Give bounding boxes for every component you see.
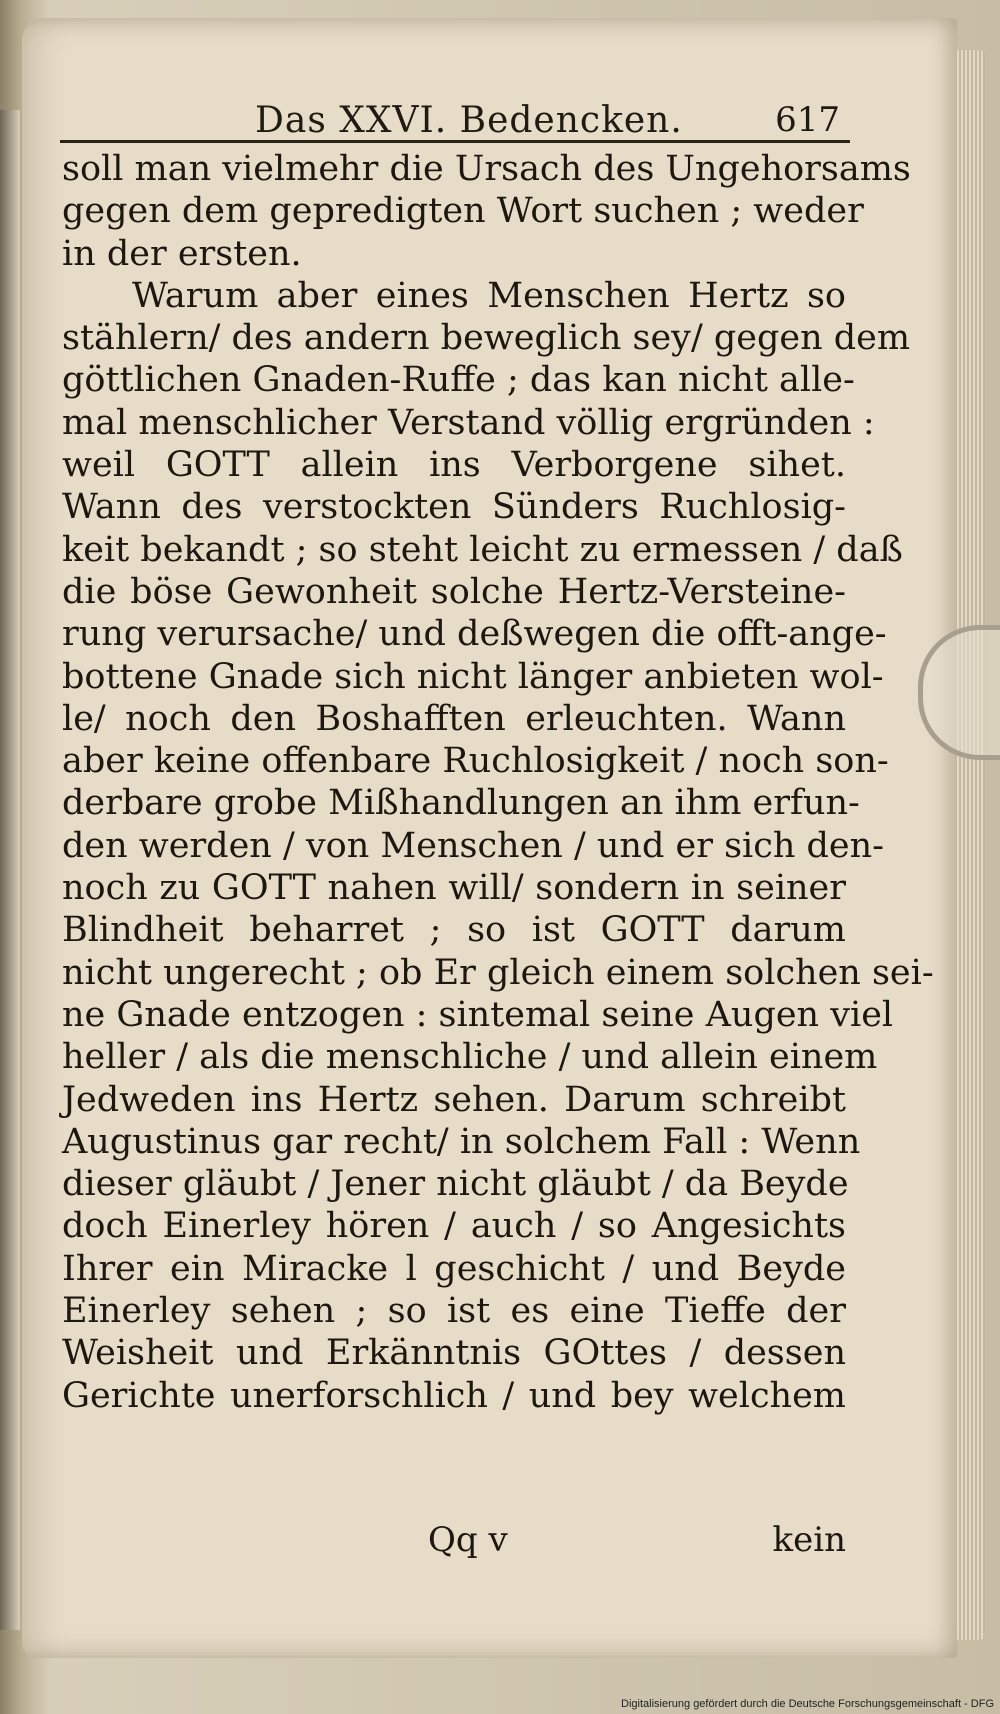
text-line: keit bekandt ; so steht leicht zu ermessen / daß <box>62 529 903 570</box>
text-line: Warum aber eines Menschen Hertz so <box>132 275 846 316</box>
text-line: Einerley sehen ; so ist es eine Tieffe der <box>62 1291 846 1332</box>
text-line: Wann des verstockten Sünders Ruchlosig- <box>62 487 846 528</box>
text-line: ne Gnade entzogen : sintemal seine Augen viel <box>62 994 894 1035</box>
text-line: doch Einerley hören / auch / so Angesichts <box>62 1206 846 1247</box>
catchword: kein <box>772 1520 846 1560</box>
page-stack-edge <box>955 50 985 1640</box>
left-page-edge <box>0 110 20 1630</box>
text-line: noch zu GOTT nahen will/ sondern in seiner <box>62 868 846 909</box>
text-line: die böse Gewonheit solche Hertz-Versteine- <box>62 571 846 612</box>
text-line: rung verursache/ und deßwegen die offt-ange- <box>62 614 887 655</box>
text-line: in der ersten. <box>62 233 302 274</box>
text-line: weil GOTT allein ins Verborgene sihet. <box>62 445 846 486</box>
running-title: Das XXVI. Bedencken. <box>255 100 683 141</box>
page-footer <box>62 1520 846 1564</box>
text-line: Ihrer ein Miracke l geschicht / und Beyde <box>62 1248 846 1289</box>
text-line: Weisheit und Erkänntnis GOttes / dessen <box>62 1333 846 1374</box>
text-line: dieser gläubt / Jener nicht gläubt / da Beyde <box>62 1164 849 1205</box>
funding-note: Digitalisierung gefördert durch die Deutsche Forschungsgemeinschaft - DFG <box>621 1698 994 1710</box>
text-line: göttlichen Gnaden-Ruffe ; das kan nicht alle- <box>62 360 855 401</box>
text-line: Blindheit beharret ; so ist GOTT darum <box>62 910 846 951</box>
text-line: derbare grobe Mißhandlungen an ihm erfun- <box>62 783 860 824</box>
text-line: soll man vielmehr die Ursach des Ungehorsams <box>62 149 911 189</box>
text-line: Jedweden ins Hertz sehen. Darum schreibt <box>62 1079 846 1120</box>
body-text <box>62 148 934 1417</box>
text-line: stählern/ des andern beweglich sey/ gegen dem <box>62 318 911 359</box>
text-line: nicht ungerecht ; ob Er gleich einem solchen sei- <box>62 952 934 993</box>
page-number: 617 <box>775 100 840 140</box>
text-line: mal menschlicher Verstand völlig ergründen : <box>62 402 875 443</box>
text-line: le/ noch den Boshafften erleuchten. Wann <box>62 698 846 739</box>
text-line: aber keine offenbare Ruchlosigkeit / noch son- <box>62 741 889 782</box>
text-line: Augustinus gar recht/ in solchem Fall : Wenn <box>62 1121 861 1162</box>
text-line: heller / als die menschliche / und allein einem <box>62 1037 878 1078</box>
text-line: Gerichte unerforschlich / und bey welchem <box>62 1375 846 1416</box>
header-rule <box>60 140 850 143</box>
text-line: gegen dem gepredigten Wort suchen ; weder <box>62 191 864 232</box>
text-line: den werden / von Menschen / und er sich den- <box>62 825 884 866</box>
signature-mark: Qq v <box>428 1520 508 1560</box>
text-line: bottene Gnade sich nicht länger anbieten wol- <box>62 656 884 697</box>
